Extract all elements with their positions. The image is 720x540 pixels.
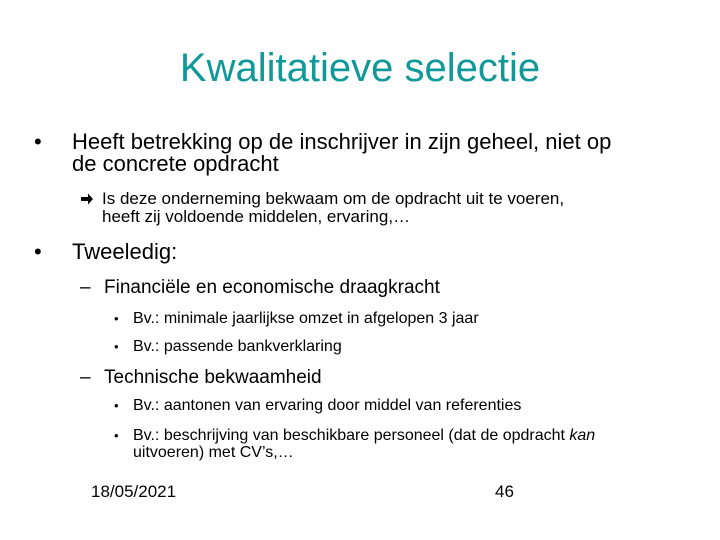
page-number: 46 <box>495 482 514 501</box>
slide-title: Kwalitatieve selectie <box>179 46 541 90</box>
example-item-line-1 <box>133 427 595 445</box>
bullet-1-line-2: de concrete opdracht <box>72 151 279 176</box>
bullet-1-line-1: Heeft betrekking op de inschrijver in zijn geheel, niet op <box>72 129 612 154</box>
example-item-text: Bv.: passende bankverklaring <box>133 338 342 355</box>
bullet-dot: • <box>114 311 119 326</box>
bullet-dot: • <box>34 239 42 264</box>
bullet-dot: • <box>114 339 119 354</box>
right-arrow-icon <box>80 191 94 210</box>
example-item-line-1-prefix: Bv.: beschrijving van beschikbare personeel (dat de opdracht <box>133 427 570 444</box>
example-item-line-2: uitvoeren) met CV’s,… <box>133 444 294 461</box>
example-item-line-1-italic: kan <box>569 427 596 444</box>
bullet-dot: • <box>34 129 42 154</box>
example-item-text: Bv.: aantonen van ervaring door middel van referenties <box>133 397 522 414</box>
arrow-subbullet-line-2: heeft zij voldoende middelen, ervaring,… <box>102 207 411 226</box>
bullet-2-text: Tweeledig: <box>72 239 178 264</box>
bullet-dot: • <box>114 428 119 443</box>
dash: – <box>80 367 91 388</box>
dash-item-technical-label: Technische bekwaamheid <box>104 367 322 388</box>
dash-item-financial-label: Financiële en economische draagkracht <box>104 277 440 298</box>
arrow-subbullet-line-1: Is deze onderneming bekwaam om de opdracht uit te voeren, <box>102 189 565 208</box>
bullet-dot: • <box>114 398 119 413</box>
footer-date: 18/05/2021 <box>91 482 177 501</box>
dash: – <box>80 277 91 298</box>
example-item-text: Bv.: minimale jaarlijkse omzet in afgelopen 3 jaar <box>133 310 479 327</box>
